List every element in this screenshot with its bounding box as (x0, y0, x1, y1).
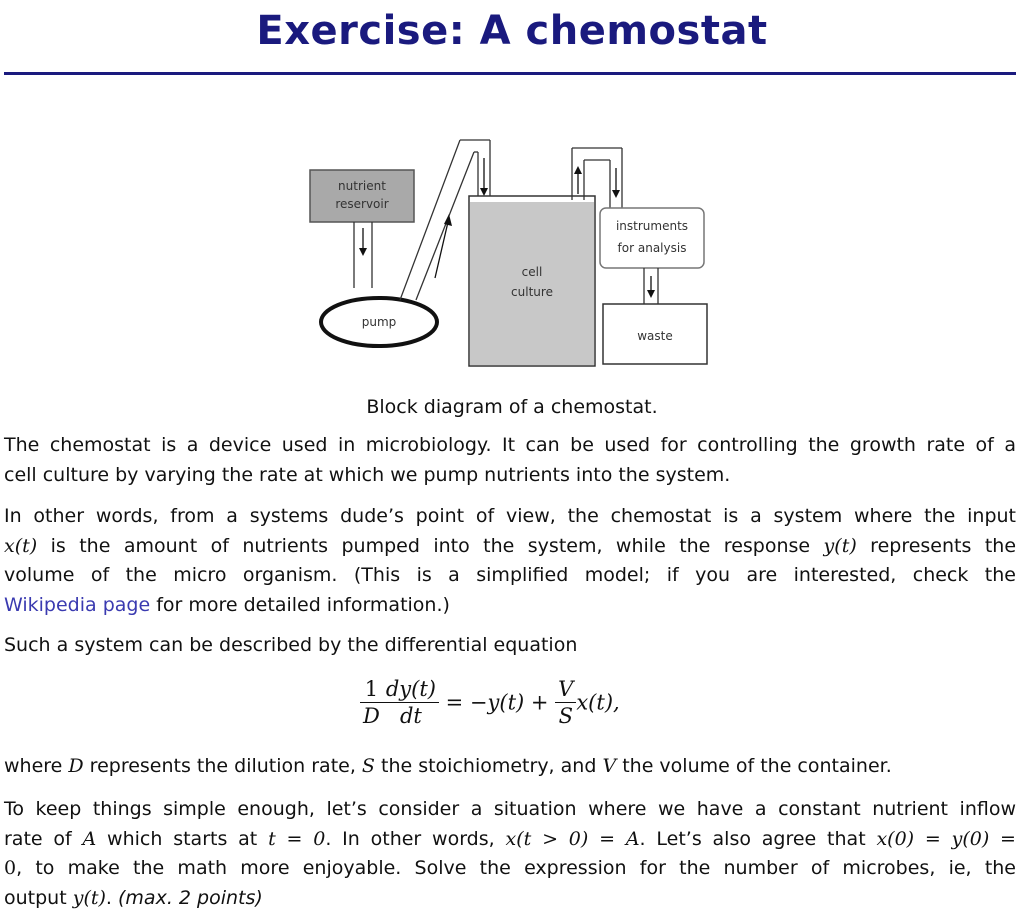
wikipedia-link[interactable]: Wikipedia page (4, 593, 151, 616)
paragraph-line: volume of the micro organism. (This is a simplified model; if you are interested, check the (4, 564, 1016, 586)
equation-tail: x(t), (576, 690, 620, 715)
paragraph-line: In other words, from a systems dude’s point of view, the chemostat is a system where the input (4, 505, 1016, 527)
paragraph-line: To keep things simple enough, let’s consider a situation where we have a constant nutrient inflow (4, 798, 1016, 820)
reservoir-box (310, 170, 414, 222)
equation-middle: = −y(t) + (438, 690, 556, 715)
pump-label: pump (361, 315, 397, 329)
fraction-dy-dt: $\frac{dy(t)}{dt}$ (383, 676, 439, 729)
fraction-1-over-d: $\frac{1}{D}$ (360, 676, 383, 729)
math-v: V (602, 755, 617, 777)
fraction-v-over-s: $\frac{V}{S}$ (555, 676, 576, 729)
paragraph-line: cell culture by varying the rate at which we pump nutrients into the system. (4, 463, 731, 486)
math-t0: t = 0 (268, 827, 326, 850)
paragraph-line: rate of A which starts at t = 0. In other words, x(t > 0) = A. Let’s also agree that x(0) = y(0) = (4, 827, 1016, 850)
title-divider (4, 72, 1016, 75)
paragraph-line: 0, to make the math more enjoyable. Solve the expression for the number of microbes, ie, the (4, 857, 1016, 879)
paragraph-line: Wikipedia page for more detailed information.) (4, 593, 450, 616)
reservoir-label-2: reservoir (335, 197, 389, 211)
paragraph-task (4, 795, 1016, 913)
math-x-t: x(t) (4, 534, 38, 557)
paragraph-equation-intro: Such a system can be described by the differential equation (4, 634, 578, 656)
paragraph-systems-view (4, 502, 1016, 620)
paragraph-intro (4, 431, 1016, 490)
arrow-up-icon (435, 222, 448, 278)
instruments-label-2: for analysis (617, 241, 687, 255)
paragraph-line: x(t) is the amount of nutrients pumped into the system, while the response y(t) represents the (4, 534, 1017, 557)
figure-caption: Block diagram of a chemostat. (366, 396, 658, 418)
waste-label: waste (637, 329, 673, 343)
instruments-label-1: instruments (615, 219, 689, 233)
differential-equation (360, 676, 680, 736)
cell-culture-label-2: culture (511, 285, 553, 299)
math-x-equals-a: x(t > 0) = A (505, 827, 640, 850)
math-s: S (361, 755, 375, 777)
math-d: D (68, 755, 84, 777)
math-initial-conditions: x(0) = y(0) = (876, 827, 1016, 850)
math-y-t: y(t) (823, 534, 857, 557)
instruments-box (600, 208, 704, 268)
points-note: (max. 2 points) (118, 886, 263, 909)
math-a: A (82, 827, 97, 850)
reservoir-label-1: nutrient (338, 179, 386, 193)
paragraph-line: output y(t). (max. 2 points) (4, 886, 263, 909)
page-title: Exercise: A chemostat (256, 8, 768, 54)
math-y-t: y(t) (72, 886, 106, 909)
paragraph-line: The chemostat is a device used in microbiology. It can be used for controlling the growth rate of a (4, 434, 1016, 456)
cell-culture-label-1: cell (521, 265, 543, 279)
paragraph-where: where D represents the dilution rate, S the stoichiometry, and V the volume of the container. (4, 755, 892, 777)
chemostat-diagram (300, 128, 720, 378)
